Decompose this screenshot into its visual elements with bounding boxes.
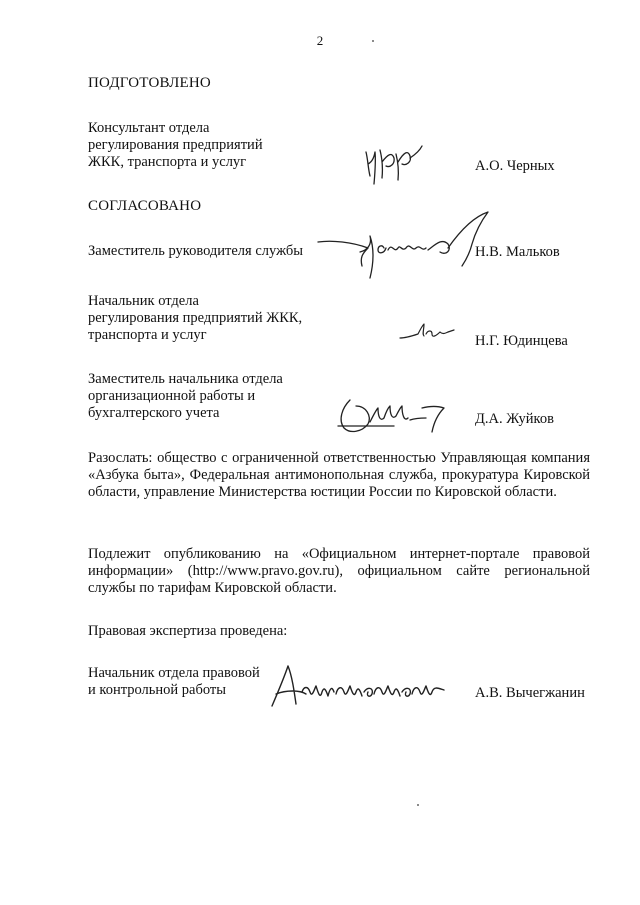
prepared-name: А.О. Черных — [475, 158, 555, 174]
agreed-title-1: Заместитель руководителя службы — [88, 243, 304, 259]
scan-dot — [417, 804, 419, 806]
agreed-name-2: Н.Г. Юдинцева — [475, 333, 568, 349]
signature-zhuykov — [336, 396, 448, 438]
legal-name: А.В. Вычегжанин — [475, 685, 585, 701]
prepared-heading: ПОДГОТОВЛЕНО — [88, 75, 211, 91]
publication-paragraph — [88, 546, 590, 597]
signature-vychegzhanin — [266, 660, 456, 716]
distribution-paragraph — [88, 450, 590, 501]
legal-review-line: Правовая экспертиза проведена: — [88, 623, 288, 639]
legal-title: Начальник отдела правовой и контрольной работы — [88, 665, 260, 698]
signature-yudintseva — [398, 322, 456, 344]
prepared-title: Консультант отдела регулирования предприятий ЖКК, транспорта и услуг — [88, 120, 263, 170]
agreed-title-3: Заместитель начальника отдела организационной работы и бухгалтерского учета — [88, 371, 283, 421]
agreed-name-1: Н.В. Мальков — [475, 244, 560, 260]
scan-dot — [372, 40, 374, 42]
agreed-heading: СОГЛАСОВАНО — [88, 198, 202, 214]
agreed-title-2: Начальник отдела регулирования предприятий ЖКК, транспорта и услуг — [88, 293, 303, 343]
signature-malkov — [312, 208, 492, 286]
agreed-name-3: Д.А. Жуйков — [475, 411, 554, 427]
page-number: 2 — [316, 33, 324, 48]
signature-chernykh — [362, 140, 428, 188]
distribution-text: Разослать: общество с ограниченной ответственностью Управляющая компания «Азбука быта», Федеральная антимонопольная служба, прокуратура Кировской области, управление Министерства юстиции России по Кировской области. — [88, 450, 590, 500]
publication-text: Подлежит опубликованию на «Официальном интернет-портале правовой информации» (http://www.pravo.gov.ru), официальном сайте региональной службы по тарифам Кировской области. — [88, 546, 590, 596]
